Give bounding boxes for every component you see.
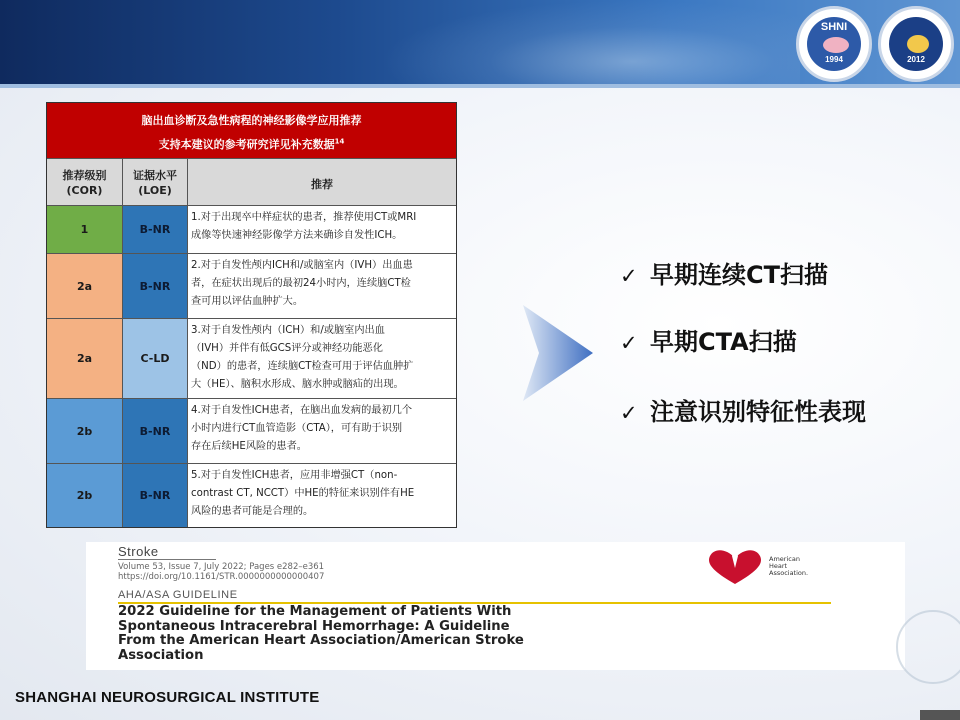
guideline-title: 2022 Guideline for the Management of Patients With Spontaneous Intracerebral Hemorrhage: A Guideline From the American Heart Association/American Stroke Association — [118, 604, 524, 663]
table-subtitle: 支持本建议的参考研究详见补充数据$^{14}$ — [158, 137, 345, 151]
loe-cell: B-NR — [123, 254, 188, 318]
aha-heart-torch-icon — [704, 546, 766, 586]
brain-icon — [823, 37, 849, 53]
bullet-item — [620, 322, 797, 358]
doi-link: https://doi.org/10.1161/STR.0000000000000407 — [118, 572, 325, 582]
check-icon: ✓ — [620, 264, 638, 288]
loe-cell: C-LD — [123, 319, 188, 398]
header-photo-haze — [380, 0, 800, 88]
table-row — [47, 205, 456, 253]
recommendation-cell: 4.对于自发性ICH患者，在脑出血发病的最初几个 小时内进行CT血管造影（CTA），可有助于识别 存在后续HE风险的患者。 — [191, 405, 413, 452]
table-row — [47, 253, 456, 318]
bullet-text: 注意识别特征性表现 — [650, 398, 866, 426]
cor-cell: 2b — [47, 399, 123, 463]
cor-cell: 2a — [47, 254, 123, 318]
footer-corner-block — [920, 710, 960, 720]
cor-cell: 2b — [47, 464, 123, 527]
table-row — [47, 463, 456, 527]
aha-name: American Heart Association. — [769, 555, 809, 577]
check-icon: ✓ — [620, 331, 638, 355]
brain-icon — [907, 35, 929, 53]
header-stripe — [0, 84, 960, 88]
header-banner — [0, 0, 960, 88]
pla-logo-year: 2012 — [907, 55, 925, 64]
recommendation-cell: 2.对于自发性颅内ICH和/或脑室内（IVH）出血患 者，在症状出现后的最初24小时内，连续脑CT检 查可用以评估血肿扩大。 — [191, 260, 413, 307]
bullet-item — [620, 255, 828, 291]
loe-cell: B-NR — [123, 464, 188, 527]
guideline-label: AHA/ASA GUIDELINE — [118, 589, 238, 601]
check-icon: ✓ — [620, 401, 638, 425]
column-header-cor: 推荐级别 (COR) — [47, 158, 123, 205]
bullet-text: 早期连续CT扫描 — [650, 261, 828, 289]
journal-name: Stroke — [118, 544, 159, 559]
shni-logo — [796, 6, 872, 82]
guideline-citation-image — [86, 542, 905, 670]
shni-logo-year: 1994 — [825, 55, 843, 64]
bullet-item — [620, 392, 866, 428]
table-row — [47, 318, 456, 398]
table-row — [47, 398, 456, 463]
cor-cell: 1 — [47, 206, 123, 253]
column-header-recommendation: 推荐 — [188, 158, 456, 205]
table-title-bar — [47, 103, 456, 158]
shni-logo-text: SHNI — [820, 21, 848, 33]
loe-cell: B-NR — [123, 399, 188, 463]
recommendation-table — [46, 102, 457, 528]
recommendation-cell: 5.对于自发性ICH患者，应用非增强CT（non- contrast CT, NCCT）中HE的特征来识别伴有HE 风险的患者可能是合理的。 — [191, 470, 415, 517]
column-header-loe: 证据水平 (LOE) — [123, 158, 188, 205]
footer-institute-name: SHANGHAI NEUROSURGICAL INSTITUTE — [15, 689, 320, 706]
recommendation-cell: 3.对于自发性颅内（ICH）和/或脑室内出血 （IVH）并伴有低GCS评分或神经功能恶化 （ND）的患者，连续脑CT检查可用于评估血肿扩 大（HE）、脑积水形成、脑水肿或脑疝的出现。 — [191, 325, 414, 390]
pla-institute-logo — [878, 6, 954, 82]
bullet-text: 早期CTA扫描 — [650, 328, 797, 356]
journal-volume: Volume 53, Issue 7, July 2022; Pages e282–e361 — [118, 562, 325, 572]
table-title: 脑出血诊断及急性病程的神经影像学应用推荐 — [141, 114, 362, 127]
watermark-seal — [896, 610, 960, 684]
table-subtitle-ref: 14 — [334, 137, 345, 146]
cor-cell: 2a — [47, 319, 123, 398]
right-arrow-icon — [523, 305, 593, 401]
loe-cell: B-NR — [123, 206, 188, 253]
recommendation-cell: 1.对于出现卒中样症状的患者，推荐使用CT或MRI 成像等快速神经影像学方法来确诊自发性ICH。 — [191, 212, 417, 241]
